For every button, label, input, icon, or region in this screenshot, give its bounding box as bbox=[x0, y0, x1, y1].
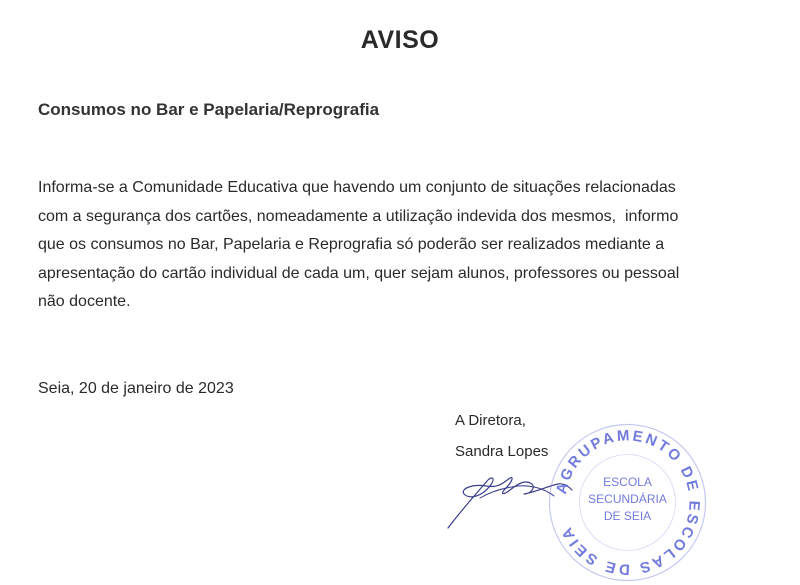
body-line: apresentação do cartão individual de cada um, quer sejam alunos, professores ou pessoal bbox=[38, 264, 680, 282]
svg-text:SECUNDÁRIA: SECUNDÁRIA bbox=[588, 492, 667, 506]
svg-text:AGRUPAMENTO DE ESCOLAS DE SEIA: AGRUPAMENTO DE ESCOLAS DE SEIA bbox=[552, 427, 703, 578]
svg-text:ESCOLA: ESCOLA bbox=[603, 475, 652, 489]
notice-body bbox=[38, 174, 778, 317]
body-line: Informa-se a Comunidade Educativa que havendo um conjunto de situações relacionadas bbox=[38, 179, 676, 196]
place-date: Seia, 20 de janeiro de 2023 bbox=[38, 380, 234, 397]
school-stamp bbox=[545, 420, 710, 585]
body-line: com a segurança dos cartões, nomeadamente a utilização indevida dos mesmos, informo bbox=[38, 207, 679, 225]
notice-title: AVISO bbox=[360, 26, 440, 54]
body-line: não docente. bbox=[38, 293, 131, 310]
signer-role: A Diretora, bbox=[455, 412, 526, 429]
notice-subject: Consumos no Bar e Papelaria/Reprografia bbox=[38, 100, 380, 119]
signer-name: Sandra Lopes bbox=[455, 443, 549, 460]
svg-text:DE SEIA: DE SEIA bbox=[603, 509, 652, 523]
body-line: que os consumos no Bar, Papelaria e Reprografia só poderão ser realizados mediante a bbox=[38, 236, 665, 253]
